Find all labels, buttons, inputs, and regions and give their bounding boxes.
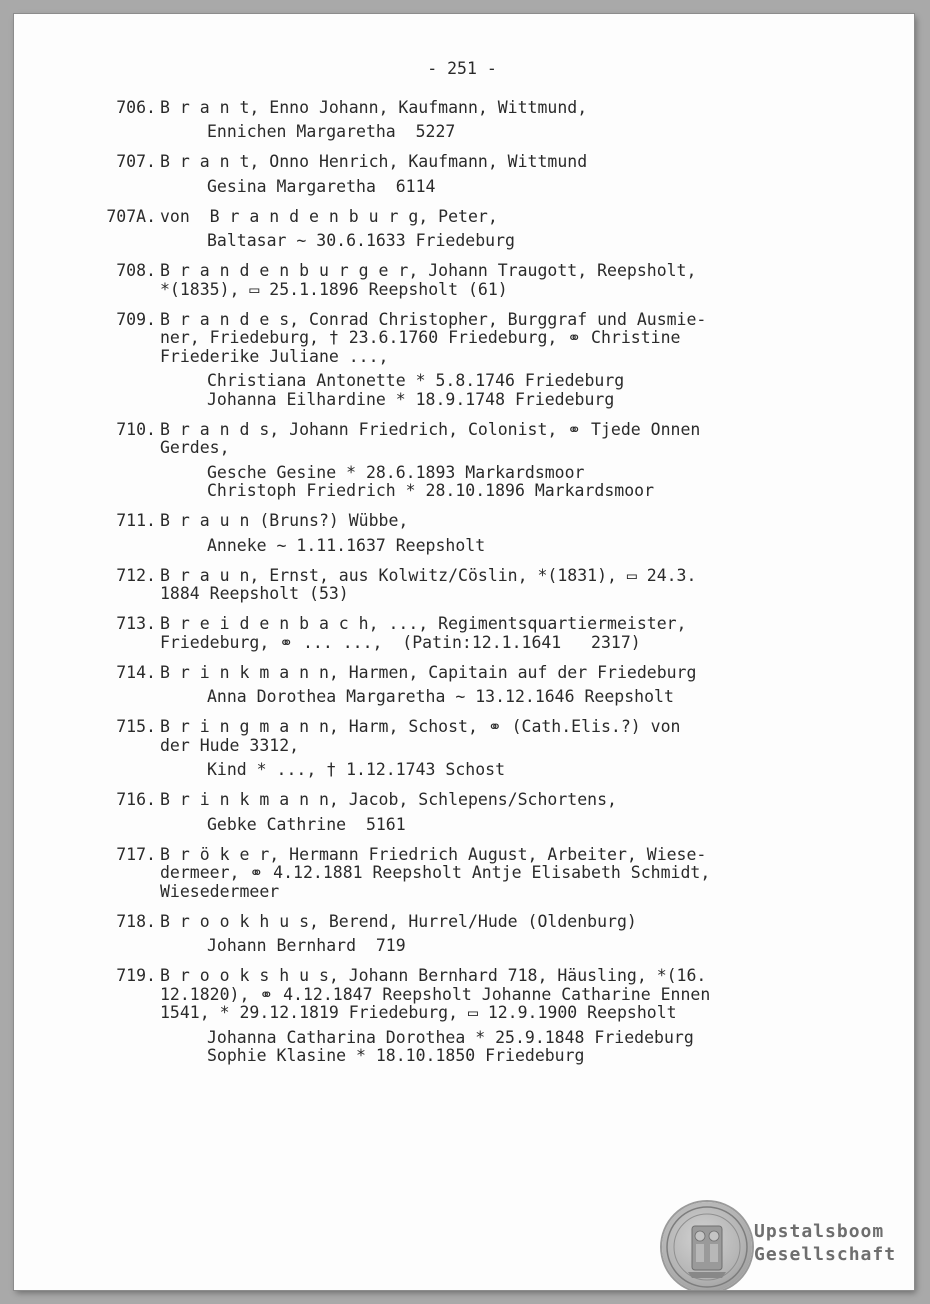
entry-line: 1541, * 29.12.1819 Friedeburg, ▭ 12.9.1900 Reepsholt: [160, 1003, 677, 1022]
entry-number: 708.: [116, 261, 156, 280]
entry-line: *(1835), ▭ 25.1.1896 Reepsholt (61): [160, 279, 508, 299]
entry-line: B r i n k m a n n, Jacob, Schlepens/Schortens,: [160, 790, 617, 809]
watermark-line-1: Upstalsboom: [754, 1221, 885, 1242]
entry-number: 714.: [116, 662, 156, 682]
entry-number: 715.: [116, 717, 156, 736]
child-line: Gesina Margaretha 6114: [207, 176, 436, 196]
entry-line: B r o o k h u s, Berend, Hurrel/Hude (Oldenburg): [160, 911, 637, 931]
entry-line: dermeer, ⚭ 4.12.1881 Reepsholt Antje Elisabeth Schmidt,: [160, 863, 711, 882]
register-entry: [94, 913, 814, 956]
child-line: Johanna Eilhardine * 18.9.1748 Friedeburg: [207, 389, 615, 409]
child-line: Gesche Gesine * 28.6.1893 Markardsmoor: [207, 462, 585, 482]
entry-line: B r a u n, Ernst, aus Kolwitz/Cöslin, *(1831), ▭ 24.3.: [160, 565, 697, 585]
entry-number: 719.: [116, 966, 156, 985]
child-line: Anneke ~ 1.11.1637 Reepsholt: [207, 535, 486, 555]
entry-number: 717.: [116, 844, 156, 864]
register-entry: [94, 421, 814, 501]
entry-line: B r i n g m a n n, Harm, Schost, ⚭ (Cath.Elis.?) von: [160, 717, 681, 736]
child-line: Kind * ..., † 1.12.1743 Schost: [207, 760, 506, 779]
register-entry: [94, 512, 814, 555]
entry-number: 712.: [116, 565, 156, 585]
register-entry: [94, 615, 814, 652]
entry-line: 12.1820), ⚭ 4.12.1847 Reepsholt Johanne Catharine Ennen: [160, 984, 711, 1004]
entry-line: B r a n t, Enno Johann, Kaufmann, Wittmund,: [160, 97, 588, 117]
child-line: Anna Dorothea Margaretha ~ 13.12.1646 Reepsholt: [207, 687, 674, 706]
entry-number: 709.: [116, 309, 156, 329]
register-entry: [94, 718, 814, 780]
register-entry: [94, 99, 814, 142]
entry-line: Wiesedermeer: [160, 881, 280, 901]
register-entry: [94, 846, 814, 902]
entry-line: der Hude 3312,: [160, 735, 300, 755]
entry-line: Gerdes,: [160, 438, 230, 457]
child-line: Christiana Antonette * 5.8.1746 Friedeburg: [207, 371, 625, 390]
entry-line: B r a n d e s, Conrad Christopher, Burggraf und Ausmie-: [160, 309, 707, 329]
child-line: Johanna Catharina Dorothea * 25.9.1848 Friedeburg: [207, 1027, 694, 1047]
register-entry: [94, 153, 814, 196]
entry-line: Friederike Juliane ...,: [160, 346, 389, 366]
entry-line: B r ö k e r, Hermann Friedrich August, Arbeiter, Wiese-: [160, 844, 707, 864]
entry-number: 707.: [116, 152, 156, 171]
entry-line: Friedeburg, ⚭ ... ..., (Patin:12.1.1641 2317): [160, 632, 641, 652]
register-entry: [94, 664, 814, 707]
entry-line: 1884 Reepsholt (53): [160, 584, 349, 603]
entry-line: B r a u n (Bruns?) Wübbe,: [160, 511, 409, 530]
register-entry: [94, 567, 814, 604]
child-line: Ennichen Margaretha 5227: [207, 122, 456, 141]
entry-number: 718.: [116, 911, 156, 931]
entry-number: 710.: [116, 419, 156, 439]
register-entry: [94, 262, 814, 299]
entry-line: B r a n t, Onno Henrich, Kaufmann, Wittmund: [160, 152, 588, 171]
seal-logo-icon: [662, 1202, 752, 1290]
register-entry: [94, 791, 814, 834]
entry-line: ner, Friedeburg, † 23.6.1760 Friedeburg, ⚭ Christine: [160, 328, 681, 347]
entry-number: 711.: [116, 511, 156, 530]
document-content: [94, 60, 814, 1077]
watermark-text: [754, 1220, 896, 1266]
child-line: Johann Bernhard 719: [207, 936, 406, 955]
child-line: Baltasar ~ 30.6.1633 Friedeburg: [207, 231, 515, 250]
entry-list: [94, 99, 814, 1066]
entry-line: B r o o k s h u s, Johann Bernhard 718, Häusling, *(16.: [160, 966, 707, 985]
entry-number: 707A.: [106, 206, 156, 226]
register-entry: [94, 311, 814, 410]
entry-number: 706.: [116, 97, 156, 117]
entry-line: von B r a n d e n b u r g, Peter,: [160, 206, 498, 226]
page-number: - 251 -: [427, 59, 497, 78]
entry-line: B r a n d s, Johann Friedrich, Colonist, ⚭ Tjede Onnen: [160, 419, 701, 439]
entry-number: 716.: [116, 790, 156, 809]
child-line: Christoph Friedrich * 28.10.1896 Markardsmoor: [207, 481, 655, 500]
child-line: Gebke Cathrine 5161: [207, 814, 406, 834]
entry-line: B r a n d e n b u r g e r, Johann Traugott, Reepsholt,: [160, 261, 697, 280]
register-entry: [94, 208, 814, 251]
child-line: Sophie Klasine * 18.10.1850 Friedeburg: [207, 1046, 585, 1065]
entry-line: B r i n k m a n n, Harmen, Capitain auf der Friedeburg: [160, 662, 697, 682]
entry-number: 713.: [116, 614, 156, 633]
entry-line: B r e i d e n b a c h, ..., Regimentsquartiermeister,: [160, 614, 687, 633]
watermark-line-2: Gesellschaft: [754, 1244, 897, 1265]
register-entry: [94, 967, 814, 1066]
document-page: [14, 14, 914, 1290]
